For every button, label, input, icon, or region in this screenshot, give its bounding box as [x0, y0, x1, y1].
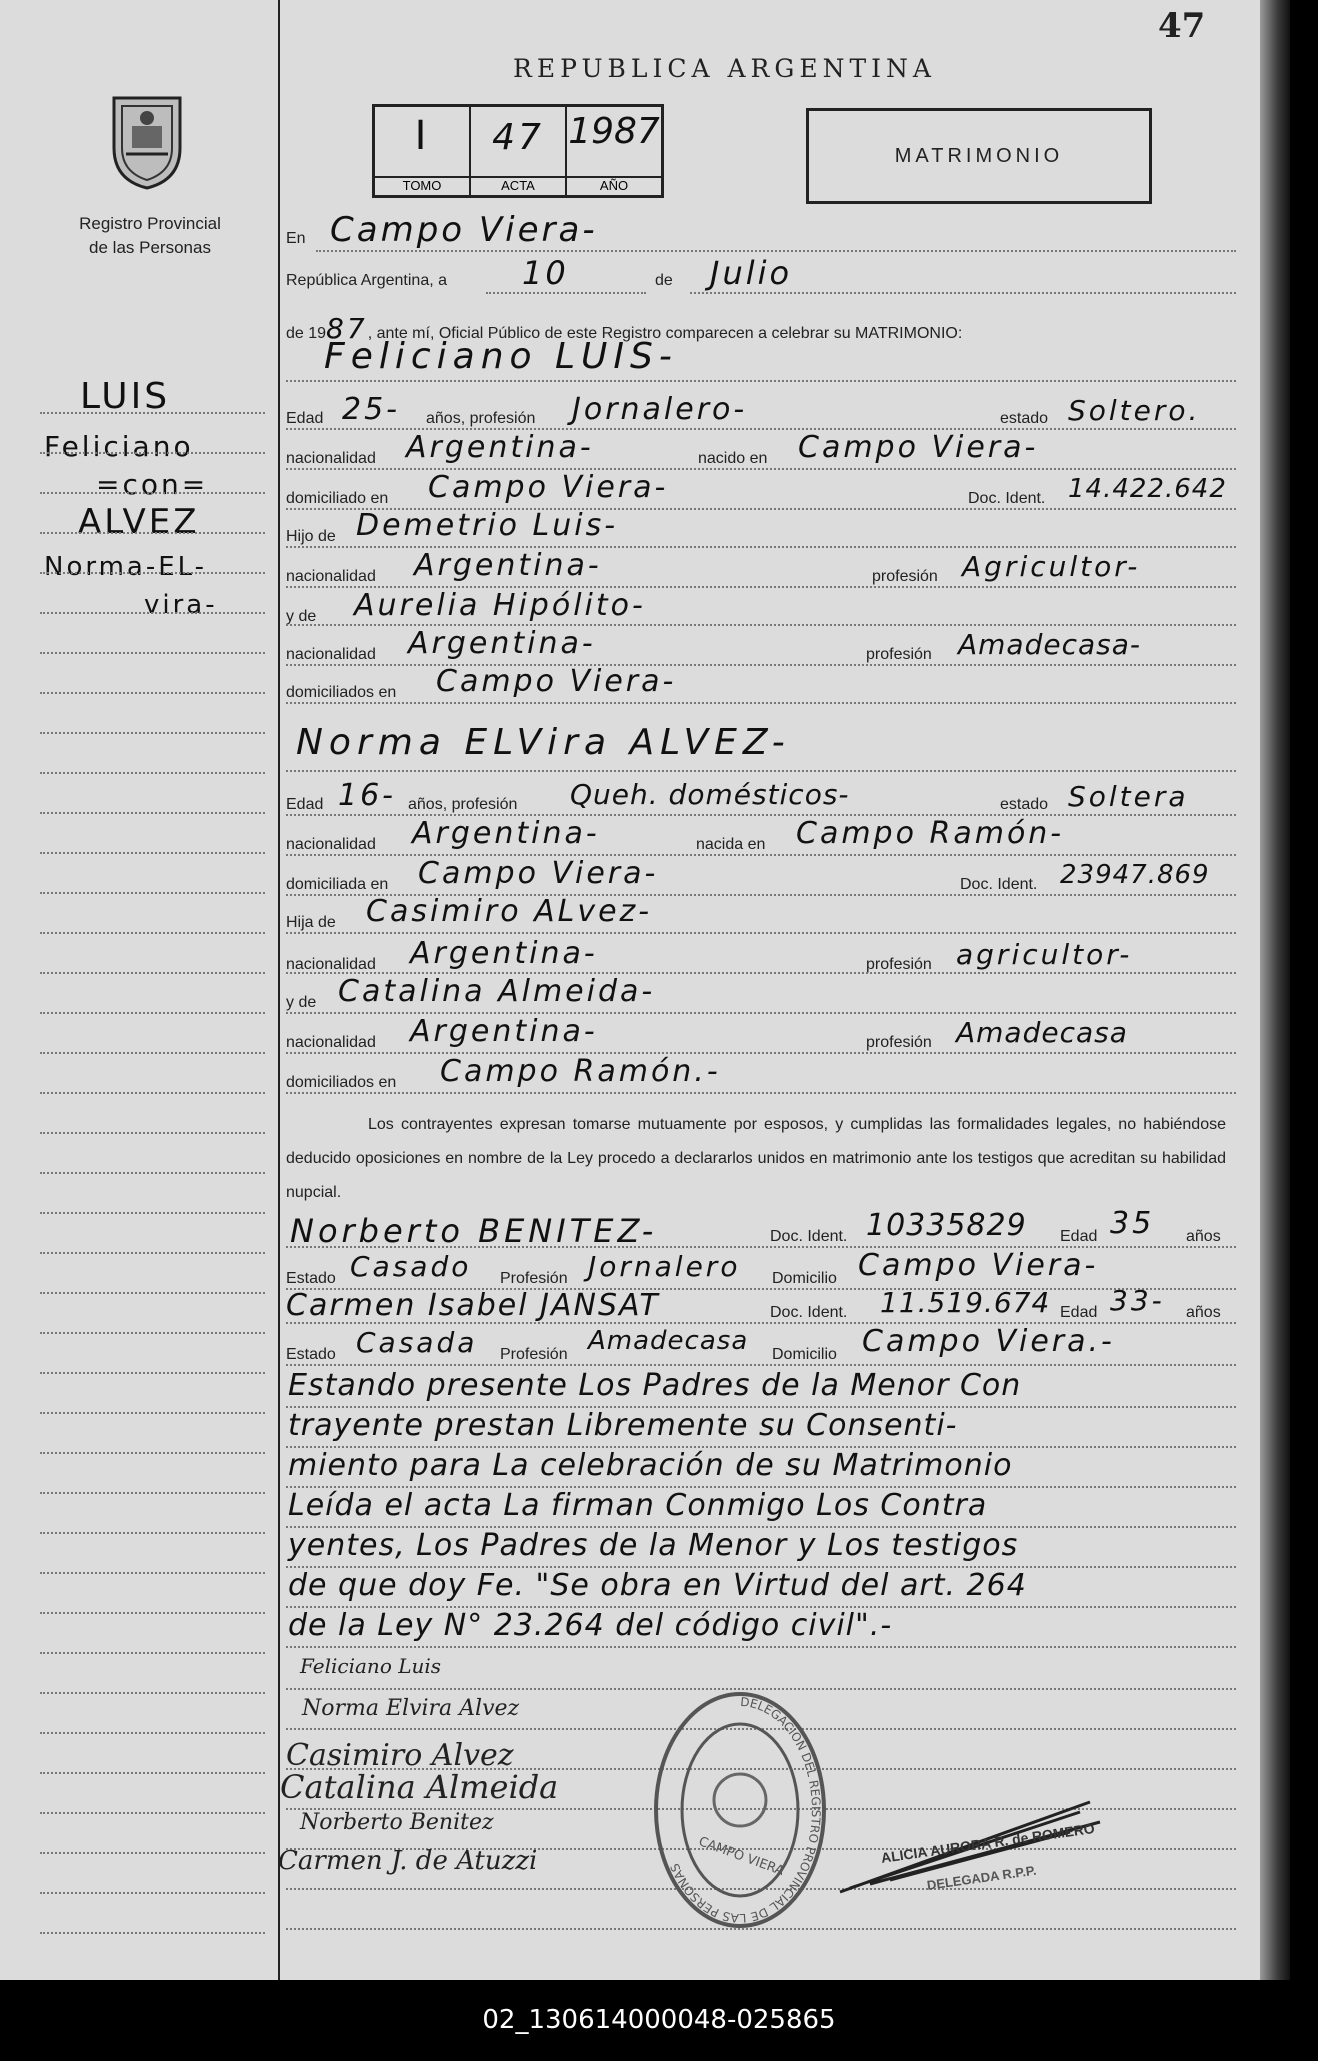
groom-doc-label: Doc. Ident. — [968, 490, 1046, 507]
margin-ruled-line — [40, 932, 265, 934]
margin-ruled-line — [40, 1132, 265, 1134]
witness-2-estado: Casada — [356, 1326, 478, 1359]
margin-ruled-line — [40, 1652, 265, 1654]
provincial-crest-icon — [104, 88, 190, 192]
witness-2-estado-label: Estado — [286, 1346, 336, 1363]
signature-bride: Norma Elvira Alvez — [302, 1696, 520, 1721]
image-caption: 02_130614000048-025865 — [482, 2005, 836, 2035]
groom-madre-nac-label: nacionalidad — [286, 646, 376, 663]
margin-ruled-line — [40, 812, 265, 814]
book-spine — [1260, 0, 1290, 1980]
margin-ruled-line — [40, 492, 265, 494]
groom-nacionalidad: Argentina- — [406, 430, 594, 465]
margin-ruled-line — [40, 1332, 265, 1334]
witness-1-doc-label: Doc. Ident. — [770, 1228, 848, 1245]
bride-dom-label: domiciliada en — [286, 876, 389, 893]
acta-label: ACTA — [471, 176, 565, 193]
margin-ruled-line — [40, 1692, 265, 1694]
bride-madre: Catalina Almeida- — [338, 974, 656, 1009]
witness-2-edad: 33- — [1110, 1284, 1165, 1317]
bride-nac-label: nacionalidad — [286, 836, 376, 853]
bride-padre-prof-label: profesión — [866, 956, 932, 973]
margin-ruled-line — [40, 1212, 265, 1214]
margin-ruled-line — [40, 1092, 265, 1094]
bride-nacida-label: nacida en — [696, 836, 766, 853]
declaration-text: Los contrayentes expresan tomarse mutuamente por esposos, y cumplidas las formalidades legales, no habiéndose deducido oposiciones en nombre de la Ley procedo a declararlos unidos en matrimonio ante los testigos que acreditan su habilidad nupcial. — [286, 1116, 1226, 1201]
groom-padres-dom: Campo Viera- — [436, 664, 677, 699]
witness-1-edad: 35 — [1110, 1206, 1155, 1241]
margin-ruled-line — [40, 1772, 265, 1774]
groom-hijo-label: Hijo de — [286, 528, 336, 545]
margin-ruled-line — [40, 1452, 265, 1454]
margin-line-4: ALVEZ — [78, 502, 200, 542]
bride-padre: Casimiro ALvez- — [366, 894, 653, 929]
bride-padres-dom-label: domiciliados en — [286, 1074, 397, 1091]
margin-line-5: Norma-EL- — [44, 552, 208, 582]
margin-ruled-line — [40, 1292, 265, 1294]
note-line: Leída el acta La firman Conmigo Los Contra — [288, 1488, 988, 1523]
bride-madre-prof: Amadecasa — [956, 1016, 1128, 1049]
witness-2-prof-label: Profesión — [500, 1346, 568, 1363]
bride-doc: 23947.869 — [1060, 860, 1210, 890]
witness-2-anos-label: años — [1186, 1304, 1221, 1321]
groom-padres-dom-label: domiciliados en — [286, 684, 397, 701]
officer-title: DELEGADA R.P.P. — [926, 1862, 1038, 1893]
bride-edad: 16- — [338, 778, 396, 813]
bride-edad-label: Edad — [286, 796, 324, 813]
margin-ruled-line — [40, 1372, 265, 1374]
note-rule — [286, 1646, 1236, 1648]
tomo-acta-anio-box — [372, 104, 664, 198]
acta-cell — [471, 107, 567, 195]
bride-padres-dom: Campo Ramón.- — [440, 1054, 721, 1089]
witness-2-domicilio: Campo Viera.- — [862, 1324, 1115, 1359]
tomo-label: TOMO — [375, 176, 469, 193]
groom-domicilio: Campo Viera- — [428, 470, 669, 505]
margin-ruled-line — [40, 572, 265, 574]
witness-2-profesion: Amadecasa — [588, 1326, 749, 1356]
groom-estado: Soltero. — [1068, 394, 1201, 427]
groom-nacido: Campo Viera- — [798, 430, 1039, 465]
groom-y-de-label: y de — [286, 608, 317, 625]
signature-bride-father: Casimiro Alvez — [286, 1738, 514, 1773]
margin-line-1: LUIS — [80, 376, 171, 417]
witness-1-prof-label: Profesión — [500, 1270, 568, 1287]
groom-name: Feliciano LUIS- — [324, 336, 678, 377]
witness-2-name: Carmen Isabel JANSAT — [286, 1288, 660, 1323]
margin-ruled-line — [40, 1892, 265, 1894]
bride-nacionalidad: Argentina- — [412, 816, 600, 851]
bride-anos-label: años, profesión — [408, 796, 518, 813]
act-year: 87 — [326, 312, 368, 345]
country-title: REPUBLICA ARGENTINA — [513, 54, 936, 83]
witness-1-edad-label: Edad — [1060, 1228, 1098, 1245]
signature-witness-1: Norberto Benitez — [300, 1810, 494, 1835]
groom-padre-nac-label: nacionalidad — [286, 568, 376, 585]
bride-domicilio: Campo Viera- — [418, 856, 659, 891]
margin-ruled-line — [40, 892, 265, 894]
act-place: Campo Viera- — [330, 210, 598, 250]
signature-groom: Feliciano Luis — [300, 1654, 442, 1678]
year-prefix: de 19 — [286, 325, 327, 342]
bride-profesion: Queh. domésticos- — [570, 778, 850, 811]
signature-bride-mother: Catalina Almeida — [280, 1768, 559, 1806]
margin-ruled-line — [40, 1852, 265, 1854]
bride-madre-prof-label: profesión — [866, 1034, 932, 1051]
official-seal-stamp — [652, 1690, 828, 1930]
bride-estado-label: estado — [1000, 796, 1049, 813]
bride-hija-label: Hija de — [286, 914, 336, 931]
witness-2-doc: 11.519.674 — [880, 1286, 1051, 1319]
witness-1-profesion: Jornalero — [588, 1250, 741, 1283]
margin-ruled-line — [40, 1052, 265, 1054]
anio-value: 1987 — [568, 111, 660, 152]
note-line: miento para La celebración de su Matrimonio — [288, 1448, 1013, 1483]
anio-cell — [567, 107, 661, 195]
witness-1-domicilio: Campo Viera- — [858, 1248, 1099, 1283]
groom-profesion: Jornalero- — [572, 392, 748, 427]
act-day: 10 — [522, 254, 569, 292]
margin-ruled-line — [40, 532, 265, 534]
groom-doc: 14.422.642 — [1068, 474, 1227, 504]
page-number: 47 — [1158, 6, 1206, 46]
groom-madre-prof: Amadecasa- — [958, 628, 1141, 661]
republic-label: República Argentina, a — [286, 272, 447, 289]
groom-edad-label: Edad — [286, 410, 324, 427]
groom-nac-label: nacionalidad — [286, 450, 376, 467]
groom-madre: Aurelia Hipólito- — [354, 588, 646, 623]
groom-dom-label: domiciliado en — [286, 490, 389, 507]
officer-name: ALICIA AURORA R. de ROMERO — [880, 1820, 1096, 1866]
en-label: En — [286, 230, 306, 247]
margin-line-6: vira- — [144, 590, 218, 620]
margin-ruled-line — [40, 692, 265, 694]
margin-ruled-line — [40, 1732, 265, 1734]
margin-ruled-line — [40, 612, 265, 614]
margin-ruled-line — [40, 1252, 265, 1254]
tomo-cell — [375, 107, 471, 195]
bride-y-de-label: y de — [286, 994, 317, 1011]
groom-anos-label: años, profesión — [426, 410, 536, 427]
witness-1-doc: 10335829 — [866, 1208, 1027, 1243]
witness-1-name: Norberto BENITEZ- — [290, 1212, 658, 1250]
margin-ruled-line — [40, 1012, 265, 1014]
de-label: de — [655, 272, 673, 289]
margin-ruled-line — [40, 412, 265, 414]
act-type: MATRIMONIO — [894, 144, 1064, 167]
bride-padre-nac-label: nacionalidad — [286, 956, 376, 973]
witness-2-doc-label: Doc. Ident. — [770, 1304, 848, 1321]
anio-label: AÑO — [567, 176, 661, 193]
groom-madre-nac: Argentina- — [408, 626, 596, 661]
seal-center-text: CAMPO VIERA — [696, 1834, 786, 1880]
margin-ruled-line — [40, 772, 265, 774]
witness-1-anos-label: años — [1186, 1228, 1221, 1245]
intro-text: , ante mí, Oficial Público de este Registro comparecen a celebrar su MATRIMONIO: — [367, 325, 963, 342]
bride-padre-nac: Argentina- — [410, 936, 598, 971]
bride-madre-nac: Argentina- — [410, 1014, 598, 1049]
margin-line-3: =con= — [96, 468, 209, 501]
act-month: Julio — [710, 254, 793, 292]
witness-1-estado-label: Estado — [286, 1270, 336, 1287]
witness-2-dom-label: Domicilio — [772, 1346, 837, 1363]
bride-madre-nac-label: nacionalidad — [286, 1034, 376, 1051]
margin-ruled-line — [40, 452, 265, 454]
margin-ruled-line — [40, 1172, 265, 1174]
margin-ruled-line — [40, 732, 265, 734]
bride-estado: Soltera — [1068, 780, 1189, 813]
witness-1-dom-label: Domicilio — [772, 1270, 837, 1287]
bride-doc-label: Doc. Ident. — [960, 876, 1038, 893]
margin-line-2: Feliciano — [44, 430, 194, 463]
bride-padre-prof: agricultor- — [956, 938, 1133, 971]
registry-name: Registro Provincial de las Personas — [79, 214, 221, 257]
margin-ruled-line — [40, 852, 265, 854]
margin-ruled-line — [40, 1492, 265, 1494]
note-line: Estando presente Los Padres de la Menor Con — [288, 1368, 1022, 1403]
note-line: trayente prestan Libremente su Consenti- — [288, 1408, 958, 1443]
margin-ruled-line — [40, 1532, 265, 1534]
groom-padre: Demetrio Luis- — [356, 508, 619, 543]
margin-ruled-line — [40, 1612, 265, 1614]
margin-divider — [278, 0, 280, 1980]
groom-padre-prof: Agricultor- — [962, 550, 1141, 583]
margin-ruled-line — [40, 972, 265, 974]
margin-ruled-line — [40, 652, 265, 654]
groom-nacido-label: nacido en — [698, 450, 768, 467]
groom-estado-label: estado — [1000, 410, 1049, 427]
groom-madre-prof-label: profesión — [866, 646, 932, 663]
groom-padre-prof-label: profesión — [872, 568, 938, 585]
tomo-value: I — [414, 113, 430, 159]
seal-ring-text: DELEGACION DEL REGISTRO PROVINCIAL DE LAS PERSONAS — [667, 1694, 823, 1926]
margin-ruled-line — [40, 1572, 265, 1574]
witness-1-estado: Casado — [350, 1250, 472, 1283]
note-line: de la Ley N° 23.264 del código civil".- — [288, 1608, 893, 1643]
bride-nacida: Campo Ramón- — [796, 816, 1065, 851]
groom-edad: 25- — [342, 392, 400, 427]
margin-ruled-line — [40, 1412, 265, 1414]
act-type-box — [806, 108, 1152, 204]
acta-value: 47 — [492, 117, 544, 158]
witness-2-edad-label: Edad — [1060, 1304, 1098, 1321]
margin-ruled-line — [40, 1932, 265, 1934]
note-line: de que doy Fe. "Se obra en Virtud del art. 264 — [288, 1568, 1027, 1603]
note-line: yentes, Los Padres de la Menor y Los testigos — [288, 1528, 1019, 1563]
bride-name: Norma ELVira ALVEZ- — [296, 722, 791, 763]
signature-witness-2: Carmen J. de Atuzzi — [278, 1846, 538, 1876]
margin-ruled-line — [40, 1812, 265, 1814]
groom-padre-nac: Argentina- — [414, 548, 602, 583]
